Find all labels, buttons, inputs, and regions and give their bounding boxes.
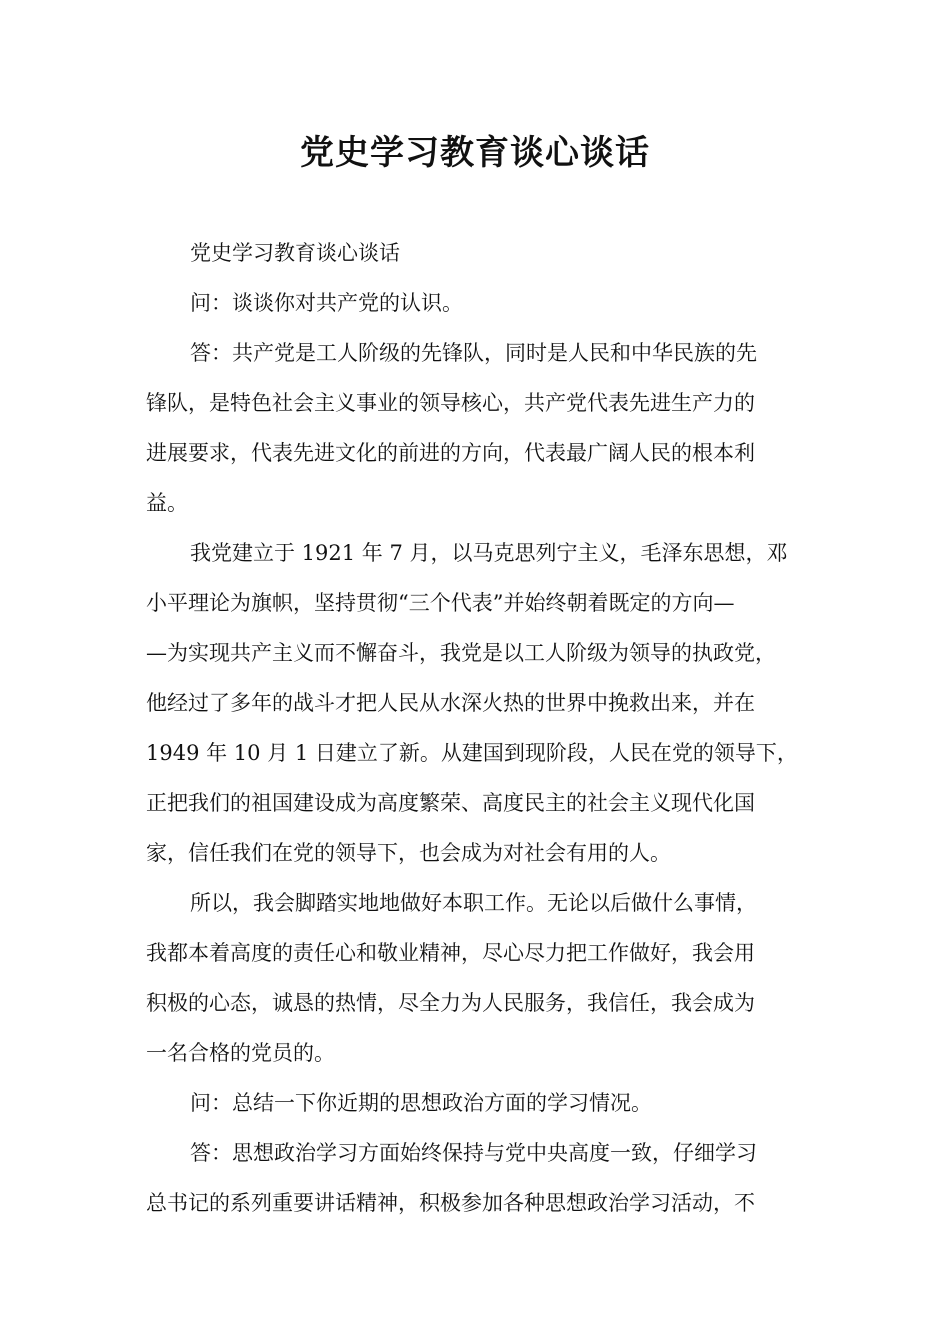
text-line: 答：思想政治学习方面始终保持与党中央高度一致，仔细学习 [190,1141,757,1165]
text-line: 问：谈谈你对共产党的认识。 [190,291,463,315]
text-line: 总书记的系列重要讲话精神，积极参加各种思想政治学习活动，不 [146,1191,755,1215]
text-line: 所以，我会脚踏实地地做好本职工作。无论以后做什么事情， [190,891,757,915]
text-line: —为实现共产主义而不懈奋斗，我党是以工人阶级为领导的执政党， [146,641,776,665]
text-line: 1949 年 10 月 1 日建立了新。从建国到现阶段，人民在党的领导下， [146,741,798,765]
text-line: 问：总结一下你近期的思想政治方面的学习情况。 [190,1091,652,1115]
document-title: 党史学习教育谈心谈话 [300,133,650,173]
text-line: 正把我们的祖国建设成为高度繁荣、高度民主的社会主义现代化国 [146,791,755,815]
text-line: 小平理论为旗帜，坚持贯彻“三个代表”并始终朝着既定的方向— [146,591,735,615]
text-line: 积极的心态，诚恳的热情，尽全力为人民服务，我信任，我会成为 [146,991,755,1015]
text-line: 我都本着高度的责任心和敬业精神，尽心尽力把工作做好，我会用 [146,941,755,965]
document-body [146,228,826,1228]
text-line: 家，信任我们在党的领导下，也会成为对社会有用的人。 [146,841,671,865]
text-line: 他经过了多年的战斗才把人民从水深火热的世界中挽救出来，并在 [146,691,755,715]
text-line: 答：共产党是工人阶级的先锋队，同时是人民和中华民族的先 [190,341,757,365]
text-line: 进展要求，代表先进文化的前进的方向，代表最广阔人民的根本利 [146,441,755,465]
text-line: 一名合格的党员的。 [146,1041,335,1065]
text-line: 锋队，是特色社会主义事业的领导核心，共产党代表先进生产力的 [146,391,755,415]
text-line: 我党建立于 1921 年 7 月，以马克思列宁主义，毛泽东思想，邓 [190,541,788,565]
text-line: 党史学习教育谈心谈话 [190,241,400,265]
text-line: 益。 [146,491,188,515]
